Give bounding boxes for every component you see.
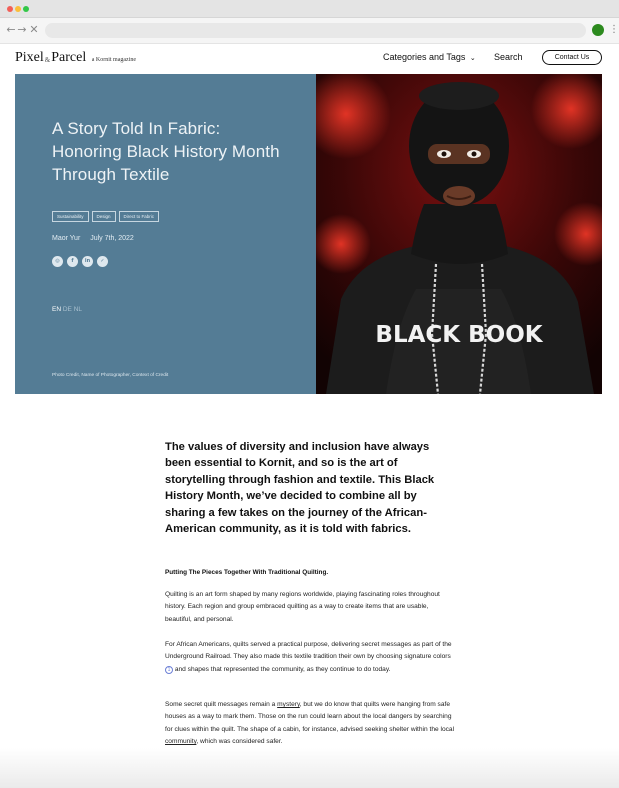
hero-image [316,74,602,394]
lang-nl[interactable]: NL [73,306,82,313]
publish-date: July 7th, 2022 [90,235,134,242]
logo-word-pixel: Pixel [15,50,44,65]
paragraph-text: and shapes that represented the community, as they continue to do today. [173,665,391,673]
paragraph-secret-messages [165,699,455,749]
linkedin-icon[interactable]: in [82,256,93,267]
facebook-icon[interactable]: f [67,256,78,267]
chevron-down-icon: ⌄ [469,54,476,62]
link-community[interactable]: community [165,738,197,746]
tag-design[interactable]: Design [92,211,116,222]
kebab-menu-icon[interactable]: ⋮ [609,24,619,35]
share-buttons [52,256,108,267]
paragraph-text: For African Americans, quilts served a practical purpose, delivering secret messages as part of the Underground Railroad. They also made this textile tradition their own by choosing signature colors [165,641,452,661]
tag-list [52,211,159,222]
footnote-link[interactable]: 1 [165,666,173,674]
address-bar[interactable] [45,23,586,38]
nav-categories-label: Categories and Tags [383,52,466,62]
article-meta [52,235,134,242]
tag-sustainability[interactable]: Sustainability [52,211,89,222]
paragraph-text: , which was considered safer. [196,738,283,746]
link-mystery[interactable]: mystery [277,701,300,708]
language-switcher [52,306,82,313]
site-logo[interactable] [15,50,136,66]
site-header [0,44,619,74]
article-lead: The values of diversity and inclusion have always been essential to Kornit, and so is the art of storytelling through fashion and textile. This Black History Month, we’ve decided to combine all by sharing a few takes on the journey of the African-American community, as it is told with fabrics. [165,441,435,536]
hoodie-print-text: BLACK BOOK [375,322,543,348]
photo-credit: Photo Credit, Name of Photographer, Context of Credit [52,373,169,378]
lang-de[interactable]: DE [62,306,72,313]
browser-toolbar [0,18,619,44]
hero-photo-illustration [316,74,602,394]
bottom-fade [0,748,619,788]
paragraph-text: , but we do know that quilts were hanging from safe houses as a way to mark them. Those on the run could learn about the local dangers by searching for clues within the quilt. The shape of a cabin, for instance, advised seeking shelter within the local [165,701,455,733]
logo-word-parcel: Parcel [51,50,87,65]
arrow-left-icon[interactable]: ← [6,23,16,36]
paragraph-african-americans [165,639,455,676]
twitter-icon[interactable]: ✓ [97,256,108,267]
logo-ampersand: & [44,56,51,64]
logo-tagline: a Kornit magazine [91,57,137,63]
minimize-window-button[interactable] [15,6,21,12]
paragraph-quilting: Quilting is an art form shaped by many regions worldwide, playing fascinating roles throughout history. Each region and group embraced quilting as a way to create items that are usable, beautiful, and personal. [165,591,440,623]
close-window-button[interactable] [7,6,13,12]
author-name: Maor Yur [52,235,81,242]
whatsapp-icon[interactable]: ◎ [52,256,63,267]
article-title: A Story Told In Fabric: Honoring Black History Month Through Textile [52,119,280,184]
close-icon[interactable]: ✕ [29,23,39,36]
nav-search[interactable]: Search [494,52,523,62]
lang-en[interactable]: EN [52,306,62,313]
browser-titlebar [0,0,619,18]
maximize-window-button[interactable] [23,6,29,12]
arrow-right-icon[interactable]: → [17,23,27,36]
tag-direct-to-fabric[interactable]: Direct to Fabric [119,211,160,222]
section-heading: Putting The Pieces Together With Traditional Quilting. [165,569,329,576]
contact-us-button[interactable]: Contact Us [542,50,602,65]
profile-avatar[interactable] [592,24,604,36]
hero-panel [15,74,316,394]
nav-categories-and-tags[interactable] [383,52,476,62]
paragraph-text: Some secret quilt messages remain a [165,701,278,708]
